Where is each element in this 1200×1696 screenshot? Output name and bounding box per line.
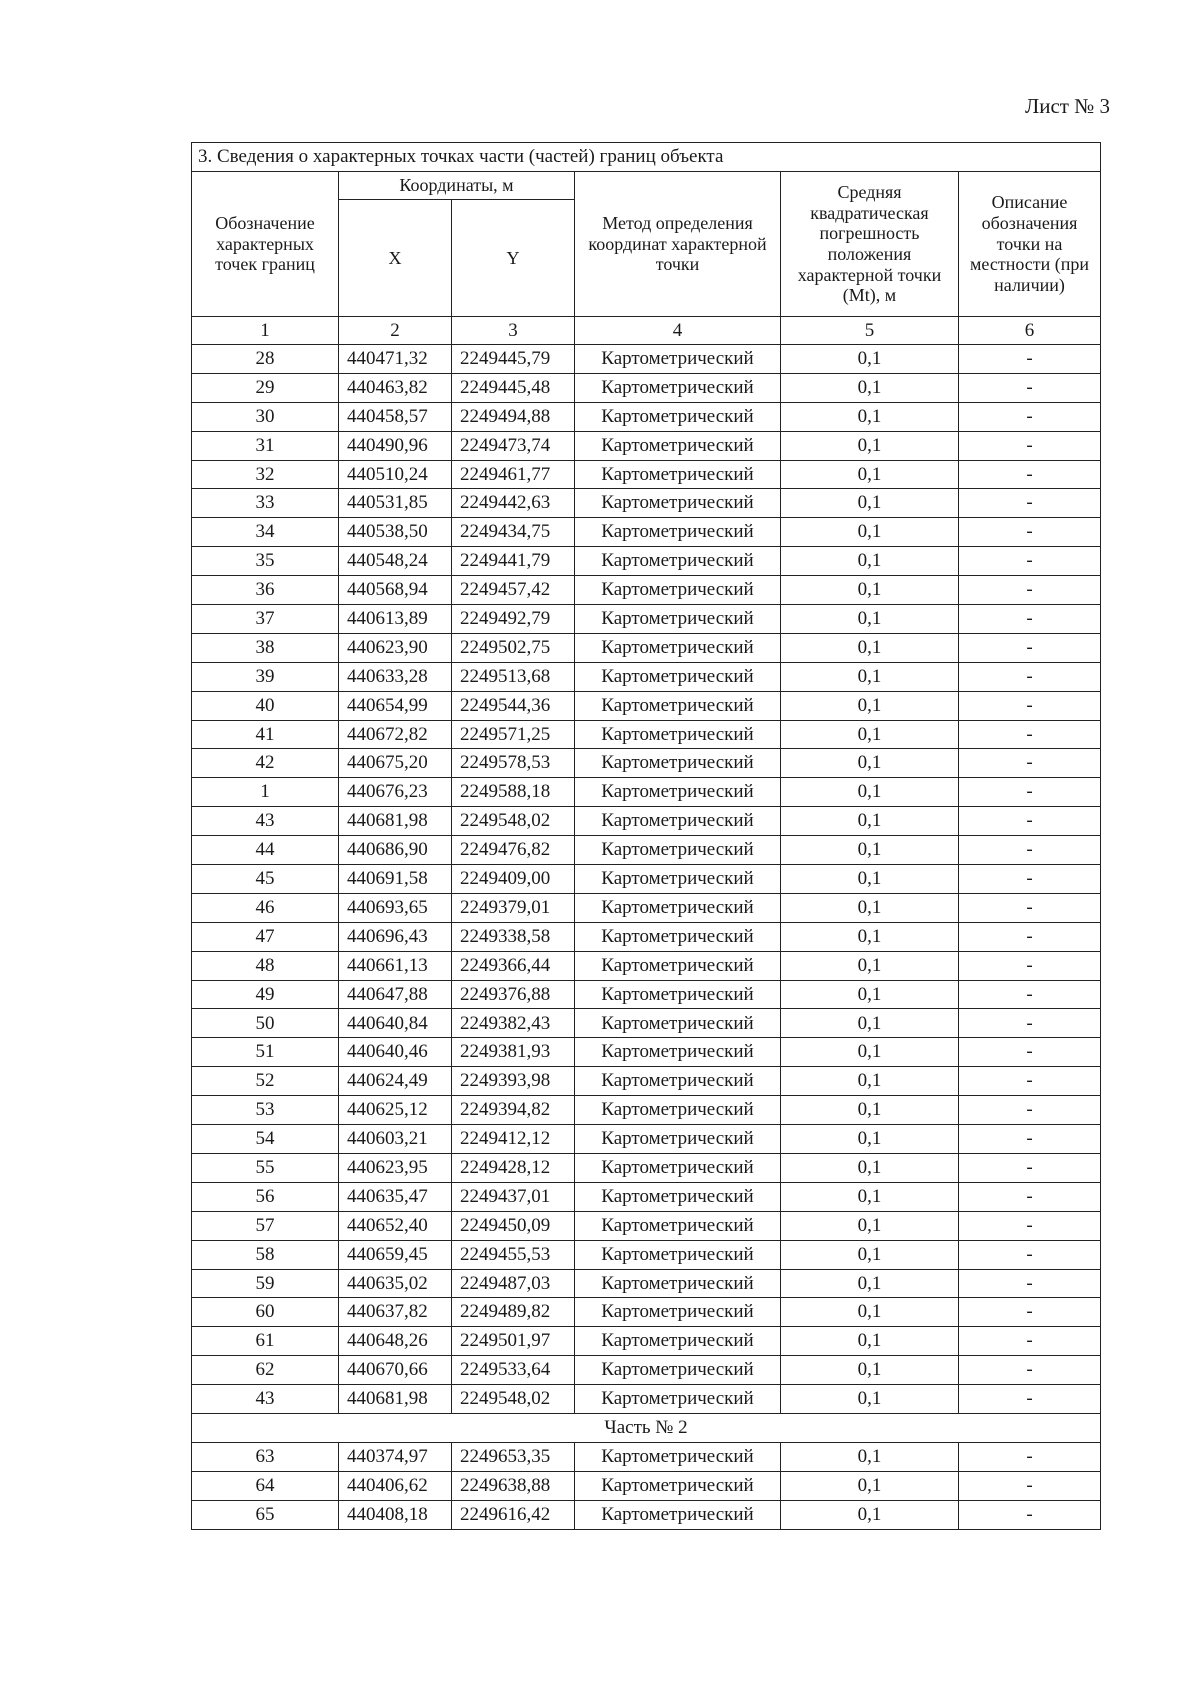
cell-method: Картометрический: [575, 1385, 781, 1414]
cell-error: 0,1: [781, 460, 959, 489]
cell-y: 2249502,75: [452, 633, 575, 662]
cell-x: 440640,46: [339, 1038, 452, 1067]
cell-desc: -: [959, 951, 1101, 980]
cell-point: 40: [192, 691, 339, 720]
table-title: 3. Сведения о характерных точках части (частей) границ объекта: [192, 143, 1101, 172]
table-row: [192, 893, 1101, 922]
cell-error: 0,1: [781, 1009, 959, 1038]
table-row: [192, 749, 1101, 778]
cell-point: 32: [192, 460, 339, 489]
cell-x: 440635,47: [339, 1182, 452, 1211]
table-row: [192, 402, 1101, 431]
cell-desc: -: [959, 1356, 1101, 1385]
cell-desc: -: [959, 720, 1101, 749]
cell-method: Картометрический: [575, 373, 781, 402]
cell-error: 0,1: [781, 1269, 959, 1298]
table-row: [192, 1298, 1101, 1327]
cell-y: 2249409,00: [452, 865, 575, 894]
cell-y: 2249455,53: [452, 1240, 575, 1269]
cell-point: 53: [192, 1096, 339, 1125]
cell-y: 2249578,53: [452, 749, 575, 778]
cell-point: 42: [192, 749, 339, 778]
table-row: [192, 633, 1101, 662]
header-point: Обозначение характерных точек границ: [192, 172, 339, 317]
cell-y: 2249457,42: [452, 576, 575, 605]
cell-error: 0,1: [781, 1153, 959, 1182]
cell-method: Картометрический: [575, 633, 781, 662]
cell-point: 56: [192, 1182, 339, 1211]
cell-y: 2249588,18: [452, 778, 575, 807]
cell-point: 39: [192, 662, 339, 691]
cell-point: 43: [192, 1385, 339, 1414]
cell-y: 2249338,58: [452, 922, 575, 951]
cell-desc: -: [959, 518, 1101, 547]
cell-desc: -: [959, 1182, 1101, 1211]
cell-point: 41: [192, 720, 339, 749]
cell-error: 0,1: [781, 547, 959, 576]
cell-desc: -: [959, 1067, 1101, 1096]
cell-x: 440463,82: [339, 373, 452, 402]
cell-method: Картометрический: [575, 489, 781, 518]
cell-error: 0,1: [781, 893, 959, 922]
cell-desc: -: [959, 547, 1101, 576]
cell-method: Картометрический: [575, 691, 781, 720]
cell-desc: -: [959, 402, 1101, 431]
cell-point: 37: [192, 605, 339, 634]
table-body: [192, 345, 1101, 1530]
cell-method: Картометрический: [575, 1182, 781, 1211]
table-row: [192, 1182, 1101, 1211]
cell-desc: -: [959, 489, 1101, 518]
cell-desc: -: [959, 1038, 1101, 1067]
table-row: [192, 1356, 1101, 1385]
header-method: Метод определения координат характерной точки: [575, 172, 781, 317]
sheet-number: Лист № 3: [1024, 94, 1110, 118]
table-row: [192, 951, 1101, 980]
cell-error: 0,1: [781, 605, 959, 634]
cell-desc: -: [959, 460, 1101, 489]
cell-desc: -: [959, 807, 1101, 836]
cell-y: 2249533,64: [452, 1356, 575, 1385]
cell-error: 0,1: [781, 1298, 959, 1327]
header-y: Y: [452, 200, 575, 317]
cell-x: 440670,66: [339, 1356, 452, 1385]
cell-method: Картометрический: [575, 893, 781, 922]
cell-y: 2249393,98: [452, 1067, 575, 1096]
table-row: [192, 1385, 1101, 1414]
cell-x: 440568,94: [339, 576, 452, 605]
table-row: [192, 547, 1101, 576]
cell-y: 2249428,12: [452, 1153, 575, 1182]
cell-error: 0,1: [781, 662, 959, 691]
cell-y: 2249513,68: [452, 662, 575, 691]
cell-point: 60: [192, 1298, 339, 1327]
cell-desc: -: [959, 865, 1101, 894]
cell-y: 2249376,88: [452, 980, 575, 1009]
cell-method: Картометрический: [575, 662, 781, 691]
cell-desc: -: [959, 373, 1101, 402]
cell-method: Картометрический: [575, 402, 781, 431]
cell-y: 2249445,79: [452, 345, 575, 374]
table-row: [192, 807, 1101, 836]
cell-y: 2249441,79: [452, 547, 575, 576]
cell-method: Картометрический: [575, 922, 781, 951]
cell-point: 31: [192, 431, 339, 460]
cell-y: 2249450,09: [452, 1211, 575, 1240]
cell-x: 440490,96: [339, 431, 452, 460]
cell-x: 440693,65: [339, 893, 452, 922]
cell-method: Картометрический: [575, 518, 781, 547]
cell-error: 0,1: [781, 951, 959, 980]
cell-x: 440510,24: [339, 460, 452, 489]
header-coords: Координаты, м: [339, 172, 575, 200]
cell-desc: -: [959, 662, 1101, 691]
table-row: [192, 720, 1101, 749]
cell-method: Картометрический: [575, 1067, 781, 1096]
cell-x: 440672,82: [339, 720, 452, 749]
table-row: [192, 1067, 1101, 1096]
cell-point: 36: [192, 576, 339, 605]
cell-y: 2249492,79: [452, 605, 575, 634]
cell-point: 58: [192, 1240, 339, 1269]
cell-point: 48: [192, 951, 339, 980]
cell-y: 2249382,43: [452, 1009, 575, 1038]
cell-y: 2249571,25: [452, 720, 575, 749]
cell-desc: -: [959, 778, 1101, 807]
cell-error: 0,1: [781, 980, 959, 1009]
table-row: [192, 431, 1101, 460]
cell-method: Картометрический: [575, 1096, 781, 1125]
cell-desc: -: [959, 1009, 1101, 1038]
cell-error: 0,1: [781, 1385, 959, 1414]
cell-error: 0,1: [781, 1471, 959, 1500]
cell-y: 2249394,82: [452, 1096, 575, 1125]
cell-y: 2249437,01: [452, 1182, 575, 1211]
cell-desc: -: [959, 1327, 1101, 1356]
cell-method: Картометрический: [575, 836, 781, 865]
cell-y: 2249379,01: [452, 893, 575, 922]
cell-method: Картометрический: [575, 1298, 781, 1327]
cell-method: Картометрический: [575, 1500, 781, 1529]
cell-x: 440681,98: [339, 1385, 452, 1414]
cell-y: 2249653,35: [452, 1442, 575, 1471]
table-row: [192, 1269, 1101, 1298]
cell-method: Картометрический: [575, 807, 781, 836]
cell-y: 2249487,03: [452, 1269, 575, 1298]
cell-y: 2249616,42: [452, 1500, 575, 1529]
cell-x: 440647,88: [339, 980, 452, 1009]
table-row: [192, 691, 1101, 720]
cell-point: 65: [192, 1500, 339, 1529]
cell-method: Картометрический: [575, 1009, 781, 1038]
table-row: [192, 1009, 1101, 1038]
cell-point: 57: [192, 1211, 339, 1240]
cell-x: 440613,89: [339, 605, 452, 634]
cell-desc: -: [959, 836, 1101, 865]
cell-x: 440538,50: [339, 518, 452, 547]
cell-y: 2249381,93: [452, 1038, 575, 1067]
cell-desc: -: [959, 1125, 1101, 1154]
cell-x: 440659,45: [339, 1240, 452, 1269]
cell-x: 440696,43: [339, 922, 452, 951]
cell-method: Картометрический: [575, 980, 781, 1009]
cell-desc: -: [959, 1298, 1101, 1327]
cell-desc: -: [959, 345, 1101, 374]
cell-y: 2249638,88: [452, 1471, 575, 1500]
cell-desc: -: [959, 1442, 1101, 1471]
table-row: [192, 1153, 1101, 1182]
cell-desc: -: [959, 1385, 1101, 1414]
header-x: X: [339, 200, 452, 317]
header-desc: Описание обозначения точки на местности (при наличии): [959, 172, 1101, 317]
table-row: [192, 1442, 1101, 1471]
cell-point: 43: [192, 807, 339, 836]
cell-point: 35: [192, 547, 339, 576]
cell-error: 0,1: [781, 518, 959, 547]
table-row: [192, 518, 1101, 547]
cell-point: 63: [192, 1442, 339, 1471]
cell-x: 440676,23: [339, 778, 452, 807]
cell-point: 45: [192, 865, 339, 894]
cell-error: 0,1: [781, 1125, 959, 1154]
cell-point: 50: [192, 1009, 339, 1038]
cell-error: 0,1: [781, 807, 959, 836]
table-row: [192, 1240, 1101, 1269]
table-row: [192, 865, 1101, 894]
cell-error: 0,1: [781, 836, 959, 865]
cell-error: 0,1: [781, 373, 959, 402]
cell-x: 440633,28: [339, 662, 452, 691]
cell-error: 0,1: [781, 922, 959, 951]
cell-error: 0,1: [781, 1240, 959, 1269]
cell-desc: -: [959, 691, 1101, 720]
cell-method: Картометрический: [575, 1269, 781, 1298]
col-number: 2: [339, 317, 452, 345]
cell-error: 0,1: [781, 1096, 959, 1125]
cell-desc: -: [959, 633, 1101, 662]
cell-y: 2249434,75: [452, 518, 575, 547]
cell-x: 440623,95: [339, 1153, 452, 1182]
cell-x: 440648,26: [339, 1327, 452, 1356]
cell-point: 52: [192, 1067, 339, 1096]
cell-desc: -: [959, 1500, 1101, 1529]
cell-y: 2249473,74: [452, 431, 575, 460]
cell-x: 440661,13: [339, 951, 452, 980]
cell-y: 2249476,82: [452, 836, 575, 865]
table-row: [192, 778, 1101, 807]
cell-desc: -: [959, 980, 1101, 1009]
cell-desc: -: [959, 1471, 1101, 1500]
cell-y: 2249501,97: [452, 1327, 575, 1356]
cell-method: Картометрический: [575, 865, 781, 894]
cell-error: 0,1: [781, 431, 959, 460]
cell-method: Картометрический: [575, 720, 781, 749]
table-row: [192, 345, 1101, 374]
cell-error: 0,1: [781, 749, 959, 778]
cell-method: Картометрический: [575, 345, 781, 374]
cell-desc: -: [959, 1269, 1101, 1298]
cell-desc: -: [959, 605, 1101, 634]
part-heading: Часть № 2: [192, 1413, 1101, 1442]
cell-y: 2249366,44: [452, 951, 575, 980]
cell-method: Картометрический: [575, 1327, 781, 1356]
table-row: [192, 373, 1101, 402]
col-number: 6: [959, 317, 1101, 345]
cell-method: Картометрический: [575, 1153, 781, 1182]
cell-x: 440624,49: [339, 1067, 452, 1096]
cell-method: Картометрический: [575, 605, 781, 634]
boundary-points-table: [191, 142, 1101, 1530]
table-row: [192, 1327, 1101, 1356]
cell-y: 2249494,88: [452, 402, 575, 431]
cell-error: 0,1: [781, 1067, 959, 1096]
cell-point: 1: [192, 778, 339, 807]
cell-y: 2249548,02: [452, 807, 575, 836]
cell-error: 0,1: [781, 1038, 959, 1067]
cell-method: Картометрический: [575, 778, 781, 807]
cell-x: 440471,32: [339, 345, 452, 374]
cell-point: 61: [192, 1327, 339, 1356]
table-row: [192, 1500, 1101, 1529]
cell-method: Картометрический: [575, 1125, 781, 1154]
cell-point: 62: [192, 1356, 339, 1385]
cell-x: 440548,24: [339, 547, 452, 576]
cell-error: 0,1: [781, 576, 959, 605]
cell-desc: -: [959, 749, 1101, 778]
cell-x: 440675,20: [339, 749, 452, 778]
cell-point: 51: [192, 1038, 339, 1067]
cell-point: 54: [192, 1125, 339, 1154]
cell-desc: -: [959, 1153, 1101, 1182]
table-row: [192, 662, 1101, 691]
cell-desc: -: [959, 431, 1101, 460]
cell-desc: -: [959, 1096, 1101, 1125]
cell-point: 46: [192, 893, 339, 922]
cell-y: 2249548,02: [452, 1385, 575, 1414]
cell-error: 0,1: [781, 1356, 959, 1385]
cell-x: 440374,97: [339, 1442, 452, 1471]
cell-point: 28: [192, 345, 339, 374]
cell-error: 0,1: [781, 489, 959, 518]
cell-point: 38: [192, 633, 339, 662]
cell-x: 440408,18: [339, 1500, 452, 1529]
cell-error: 0,1: [781, 1327, 959, 1356]
cell-method: Картометрический: [575, 1356, 781, 1385]
cell-error: 0,1: [781, 865, 959, 894]
cell-x: 440652,40: [339, 1211, 452, 1240]
col-number: 4: [575, 317, 781, 345]
cell-error: 0,1: [781, 1500, 959, 1529]
table-row: [192, 460, 1101, 489]
cell-x: 440691,58: [339, 865, 452, 894]
cell-error: 0,1: [781, 1182, 959, 1211]
cell-desc: -: [959, 1240, 1101, 1269]
cell-point: 33: [192, 489, 339, 518]
cell-x: 440635,02: [339, 1269, 452, 1298]
cell-y: 2249544,36: [452, 691, 575, 720]
cell-method: Картометрический: [575, 1471, 781, 1500]
cell-y: 2249461,77: [452, 460, 575, 489]
table-row: [192, 980, 1101, 1009]
cell-method: Картометрический: [575, 1442, 781, 1471]
cell-x: 440686,90: [339, 836, 452, 865]
part-heading-row: [192, 1413, 1101, 1442]
table-row: [192, 1211, 1101, 1240]
cell-x: 440603,21: [339, 1125, 452, 1154]
table-row: [192, 836, 1101, 865]
cell-method: Картометрический: [575, 431, 781, 460]
table-row: [192, 576, 1101, 605]
cell-error: 0,1: [781, 778, 959, 807]
cell-y: 2249489,82: [452, 1298, 575, 1327]
cell-x: 440406,62: [339, 1471, 452, 1500]
table-row: [192, 489, 1101, 518]
cell-x: 440531,85: [339, 489, 452, 518]
table-row: [192, 1096, 1101, 1125]
cell-x: 440625,12: [339, 1096, 452, 1125]
cell-method: Картометрический: [575, 576, 781, 605]
cell-method: Картометрический: [575, 1211, 781, 1240]
col-number: 1: [192, 317, 339, 345]
cell-point: 44: [192, 836, 339, 865]
cell-x: 440640,84: [339, 1009, 452, 1038]
cell-point: 30: [192, 402, 339, 431]
cell-error: 0,1: [781, 402, 959, 431]
cell-x: 440637,82: [339, 1298, 452, 1327]
cell-x: 440654,99: [339, 691, 452, 720]
cell-method: Картометрический: [575, 749, 781, 778]
cell-point: 59: [192, 1269, 339, 1298]
col-number: 5: [781, 317, 959, 345]
cell-error: 0,1: [781, 345, 959, 374]
cell-error: 0,1: [781, 1211, 959, 1240]
cell-error: 0,1: [781, 633, 959, 662]
table-row: [192, 1471, 1101, 1500]
cell-point: 64: [192, 1471, 339, 1500]
cell-point: 49: [192, 980, 339, 1009]
cell-method: Картометрический: [575, 1240, 781, 1269]
cell-point: 55: [192, 1153, 339, 1182]
cell-y: 2249412,12: [452, 1125, 575, 1154]
cell-x: 440458,57: [339, 402, 452, 431]
cell-error: 0,1: [781, 1442, 959, 1471]
cell-method: Картометрический: [575, 951, 781, 980]
cell-point: 29: [192, 373, 339, 402]
cell-desc: -: [959, 893, 1101, 922]
cell-error: 0,1: [781, 691, 959, 720]
cell-method: Картометрический: [575, 547, 781, 576]
cell-point: 34: [192, 518, 339, 547]
cell-x: 440681,98: [339, 807, 452, 836]
header-error: Средняя квадратическая погрешность положения характерной точки (Mt), м: [781, 172, 959, 317]
table-row: [192, 922, 1101, 951]
cell-error: 0,1: [781, 720, 959, 749]
cell-y: 2249445,48: [452, 373, 575, 402]
cell-y: 2249442,63: [452, 489, 575, 518]
table-row: [192, 1125, 1101, 1154]
table-row: [192, 1038, 1101, 1067]
cell-method: Картометрический: [575, 1038, 781, 1067]
table-row: [192, 605, 1101, 634]
cell-x: 440623,90: [339, 633, 452, 662]
cell-desc: -: [959, 922, 1101, 951]
cell-method: Картометрический: [575, 460, 781, 489]
cell-desc: -: [959, 1211, 1101, 1240]
col-number: 3: [452, 317, 575, 345]
cell-point: 47: [192, 922, 339, 951]
cell-desc: -: [959, 576, 1101, 605]
